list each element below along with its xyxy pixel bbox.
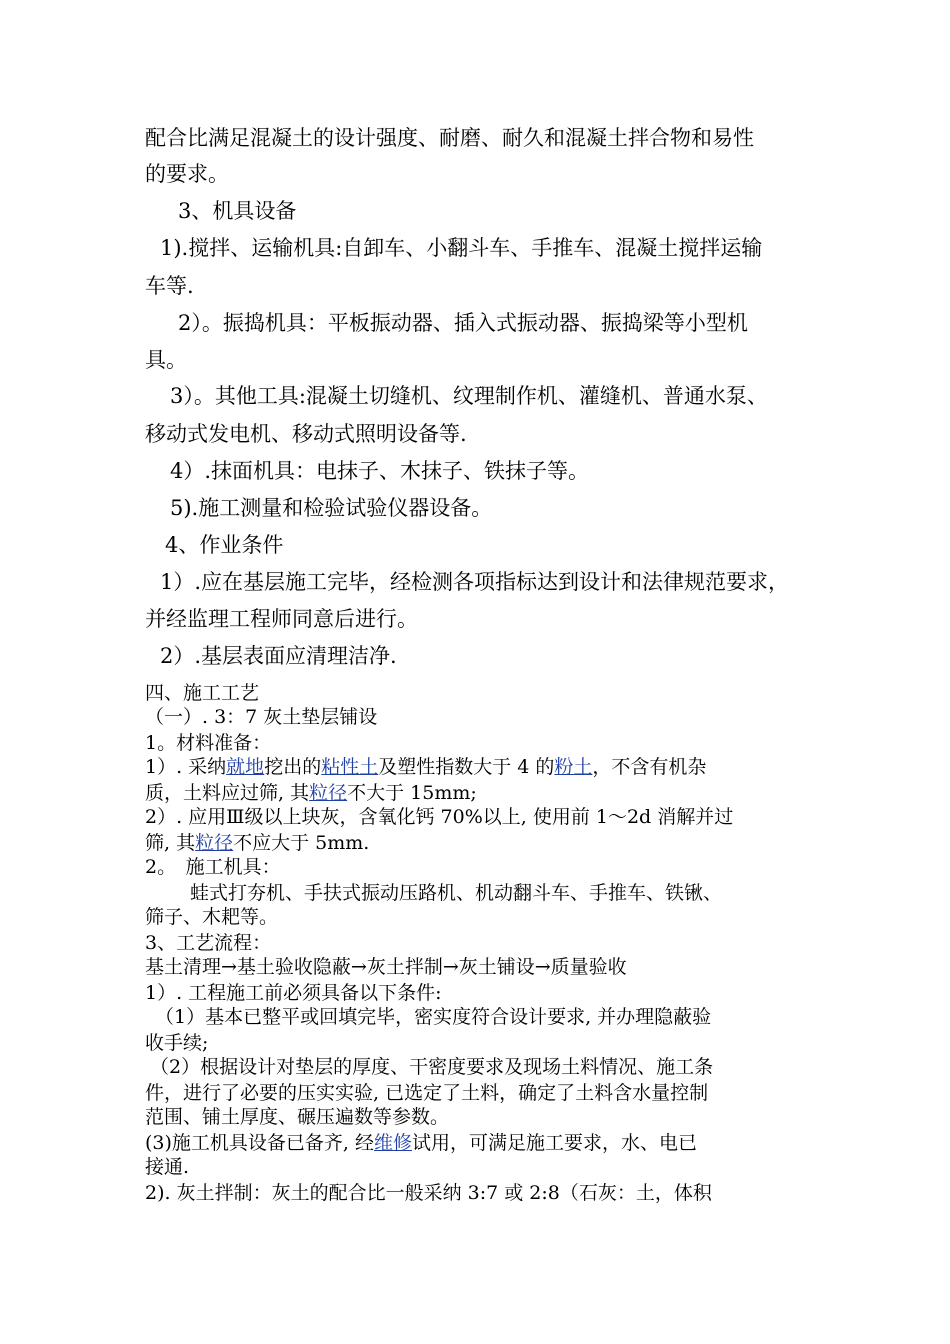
text-line: 1）. 采纳就地挖出的粘性土及塑性指数大于 4 的粉土，不含有机杂 — [145, 756, 707, 778]
text-line: 筛, 其粒径不应大于 5mm. — [145, 832, 370, 854]
subheading-lime-soil-layer: （一）. 3：7 灰土垫层铺设 — [145, 706, 378, 728]
link-repair[interactable]: 维修 — [374, 1132, 413, 1154]
text-line: （2）根据设计对垫层的厚度、干密度要求及现场土料情况、施工条 — [150, 1056, 714, 1078]
text-line: 接通. — [145, 1156, 190, 1178]
text-line: 3）。其他工具:混凝土切缝机、纹理制作机、灌缝机、普通水泵、 — [170, 384, 768, 408]
text-line: （1）基本已整平或回填完毕，密实度符合设计要求, 并办理隐蔽验 — [155, 1006, 712, 1028]
text-line: 质，土料应过筛, 其粒径不大于 15mm; — [145, 782, 477, 804]
process-flow: 基土清理→基土验收隐蔽→灰土拌制→灰土铺设→质量验收 — [145, 956, 627, 978]
link-particle-size[interactable]: 粒径 — [195, 832, 234, 854]
text-line: 车等. — [145, 274, 194, 298]
text-line: 2）。振捣机具：平板振动器、插入式振动器、振捣梁等小型机 — [178, 311, 748, 335]
text-line: 收手续; — [145, 1032, 209, 1054]
text-line: (3)施工机具设备已备齐, 经维修试用，可满足施工要求，水、电已 — [145, 1132, 698, 1154]
text-line: 并经监理工程师同意后进行。 — [145, 607, 418, 631]
heading-work-conditions: 4、作业条件 — [165, 533, 284, 557]
text-line: 1).搅拌、运输机具:自卸车、小翻斗车、手推车、混凝土搅拌运输 — [160, 236, 763, 260]
text-line: 1）.应在基层施工完毕，经检测各项指标达到设计和法律规范要求， — [160, 570, 790, 594]
link-silt[interactable]: 粉土 — [554, 756, 593, 778]
heading-construction-machinery: 2。 施工机具： — [145, 856, 281, 878]
heading-material-prep: 1。材料准备： — [145, 732, 272, 754]
text-line: 筛子、木耙等。 — [145, 906, 279, 928]
text-line: 件，进行了必要的压实实验, 已选定了土料，确定了土料含水量控制 — [145, 1082, 709, 1104]
heading-equipment: 3、机具设备 — [178, 199, 297, 223]
heading-construction-process: 四、施工工艺 — [145, 682, 260, 704]
link-particle-size[interactable]: 粒径 — [309, 782, 348, 804]
text-line: 2）. 应用Ⅲ级以上块灰，含氧化钙 70%以上, 使用前 1～2d 消解并过 — [145, 806, 734, 828]
text-line: 1）. 工程施工前必须具备以下条件: — [145, 982, 442, 1004]
heading-process-flow: 3、工艺流程： — [145, 932, 272, 954]
link-clay-soil[interactable]: 粘性土 — [321, 756, 379, 778]
text-line: 移动式发电机、移动式照明设备等. — [145, 422, 467, 446]
text-line: 4）.抹面机具：电抹子、木抹子、铁抹子等。 — [170, 459, 590, 483]
text-line: 2）.基层表面应清理洁净. — [160, 644, 397, 668]
text-line: 5).施工测量和检验试验仪器设备。 — [170, 496, 493, 520]
text-line: 范围、铺土厚度、碾压遍数等参数。 — [145, 1106, 450, 1128]
text-line: 具。 — [145, 348, 187, 372]
text-line: 蛙式打夯机、手扶式振动压路机、机动翻斗车、手推车、铁锹、 — [190, 882, 723, 904]
text-line: 2). 灰土拌制：灰土的配合比一般采纳 3:7 或 2:8（石灰：土，体积 — [145, 1182, 712, 1204]
text-line: 配合比满足混凝土的设计强度、耐磨、耐久和混凝土拌合物和易性 — [145, 126, 754, 150]
link-local[interactable]: 就地 — [226, 756, 265, 778]
text-line: 的要求。 — [145, 162, 229, 186]
